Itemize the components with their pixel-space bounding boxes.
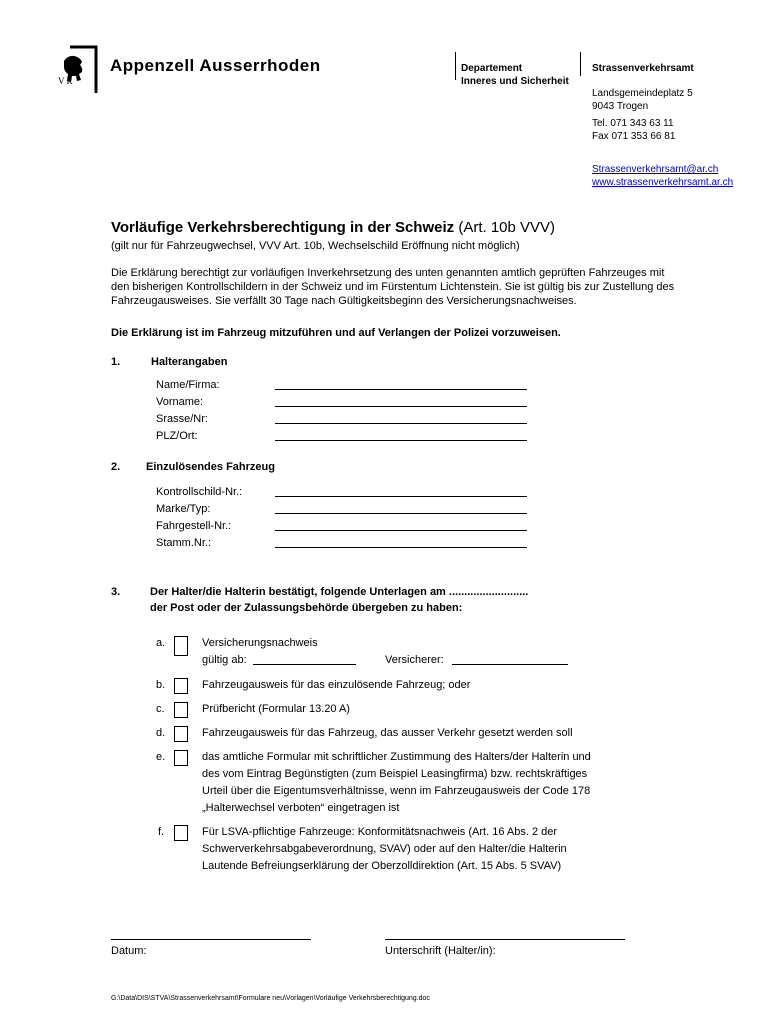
field-line-name[interactable] xyxy=(275,389,527,390)
field-line-vorname[interactable] xyxy=(275,406,527,407)
intro-line1: Die Erklärung berechtigt zur vorläufigen Inverkehrsetzung des unten genannten amtlich geprüften Fahrzeuges mit xyxy=(111,267,665,279)
signature-line[interactable] xyxy=(385,939,625,940)
footer-path: G:\Data\DIS\STVA\Strassenverkehrsamt\Formulare neu\Vorlagen\Vorläufige Verkehrsberechtigung.doc xyxy=(111,995,430,1002)
field-label-kontrollschild: Kontrollschild-Nr.: xyxy=(156,486,243,498)
address-line1: Landsgemeindeplatz 5 xyxy=(592,88,693,99)
item-e-line3: Urteil über die Eigentumsverhältnisse, wenn im Fahrzeugausweis der Code 178 xyxy=(202,785,591,797)
fax: Fax 071 353 66 81 xyxy=(592,131,676,142)
item-a-line1: Versicherungsnachweis xyxy=(202,637,318,649)
intro-line2: den bisherigen Kontrollschildern in der Schweiz und im Fürstentum Lichtenstein. Sie ist gültig bis zur Zustellung des xyxy=(111,281,675,293)
item-e-letter: e. xyxy=(156,751,166,763)
field-line-strasse[interactable] xyxy=(275,423,527,424)
date-label: Datum: xyxy=(111,945,147,957)
item-b-line1: Fahrzeugausweis für das einzulösende Fahrzeug; oder xyxy=(202,679,471,691)
item-e-checkbox[interactable] xyxy=(174,750,188,766)
item-e-line2: des vom Eintrag Begünstigten (zum Beispiel Leasingfirma) bzw. rechtskräftiges xyxy=(202,768,588,780)
item-a-insurer-line[interactable] xyxy=(452,664,568,665)
item-a-valid-line[interactable] xyxy=(253,664,356,665)
section2-title: Einzulösendes Fahrzeug xyxy=(146,461,275,473)
item-f-line1: Für LSVA-pflichtige Fahrzeuge: Konformitätsnachweis (Art. 16 Abs. 2 der xyxy=(202,826,558,838)
intro-line3: Fahrzeugausweises. Sie verfällt 30 Tage nach Gültigkeitsbeginn des Versicherungsnachweises. xyxy=(111,295,577,307)
canton-logo xyxy=(56,45,102,95)
header-divider-1 xyxy=(455,52,456,80)
item-c-line1: Prüfbericht (Formular 13.20 A) xyxy=(202,703,350,715)
canton-name: Appenzell Ausserrhoden xyxy=(110,56,321,75)
document-title xyxy=(111,219,555,237)
item-e-line1: das amtliche Formular mit schriftlicher Zustimmung des Halters/der Halterin und xyxy=(202,751,591,763)
field-line-plz[interactable] xyxy=(275,440,527,441)
item-f-line2: Schwerverkehrsabgabeverordnung, SVAV) oder auf den Halter/die Halterin xyxy=(202,843,567,855)
section3-title-line2: der Post oder der Zulassungsbehörde übergeben zu haben: xyxy=(150,602,463,614)
item-d-checkbox[interactable] xyxy=(174,726,188,742)
bear-coat-of-arms-icon xyxy=(56,45,102,95)
item-d-letter: d. xyxy=(156,727,166,739)
department-line1: Departement xyxy=(461,63,523,74)
item-e-line4: „Halterwechsel verboten“ eingetragen ist xyxy=(202,802,400,814)
field-label-name: Name/Firma: xyxy=(156,379,220,391)
field-label-plz: PLZ/Ort: xyxy=(156,430,198,442)
field-line-fahrgestell[interactable] xyxy=(275,530,527,531)
section2-number: 2. xyxy=(111,461,121,473)
office-name: Strassenverkehrsamt xyxy=(592,63,694,74)
address-line2: 9043 Trogen xyxy=(592,101,649,112)
document-subtitle: (gilt nur für Fahrzeugwechsel, VVV Art. 10b, Wechselschild Eröffnung nicht möglich) xyxy=(111,240,520,252)
header-divider-2 xyxy=(580,52,581,76)
date-line[interactable] xyxy=(111,939,311,940)
item-a-insurer-label: Versicherer: xyxy=(385,654,444,666)
section3-number: 3. xyxy=(111,586,121,598)
title-bold: Vorläufige Verkehrsberechtigung in der Schweiz xyxy=(111,219,455,236)
item-a-valid-label: gültig ab: xyxy=(202,654,247,666)
item-a-letter: a. xyxy=(156,637,166,649)
item-c-letter: c. xyxy=(156,703,165,715)
item-a-checkbox[interactable] xyxy=(174,636,188,656)
section3-title-line1: Der Halter/die Halterin bestätigt, folgende Unterlagen am .......................... xyxy=(150,586,529,598)
logo-mark: VR xyxy=(58,76,75,86)
field-label-strasse: Srasse/Nr: xyxy=(156,413,208,425)
item-d-line1: Fahrzeugausweis für das Fahrzeug, das ausser Verkehr gesetzt werden soll xyxy=(202,727,573,739)
item-b-letter: b. xyxy=(156,679,166,691)
field-line-marke[interactable] xyxy=(275,513,527,514)
notice: Die Erklärung ist im Fahrzeug mitzuführen und auf Verlangen der Polizei vorzuweisen. xyxy=(111,327,561,339)
section1-number: 1. xyxy=(111,356,121,368)
field-label-stamm: Stamm.Nr.: xyxy=(156,537,212,549)
field-label-fahrgestell: Fahrgestell-Nr.: xyxy=(156,520,232,532)
website-link[interactable]: www.strassenverkehrsamt.ar.ch xyxy=(592,177,734,188)
item-f-letter: f. xyxy=(158,826,165,838)
item-b-checkbox[interactable] xyxy=(174,678,188,694)
field-label-marke: Marke/Typ: xyxy=(156,503,211,515)
field-line-kontrollschild[interactable] xyxy=(275,496,527,497)
field-label-vorname: Vorname: xyxy=(156,396,204,408)
department-line2: Inneres und Sicherheit xyxy=(461,76,569,87)
signature-label: Unterschrift (Halter/in): xyxy=(385,945,496,957)
phone: Tel. 071 343 63 11 xyxy=(592,118,674,129)
item-f-checkbox[interactable] xyxy=(174,825,188,841)
section1-title: Halterangaben xyxy=(151,356,228,368)
item-c-checkbox[interactable] xyxy=(174,702,188,718)
field-line-stamm[interactable] xyxy=(275,547,527,548)
item-f-line3: Lautende Befreiungserklärung der Oberzolldirektion (Art. 15 Abs. 5 SVAV) xyxy=(202,860,562,872)
email-link[interactable]: Strassenverkehrsamt@ar.ch xyxy=(592,164,719,175)
title-normal: (Art. 10b VVV) xyxy=(458,219,556,236)
